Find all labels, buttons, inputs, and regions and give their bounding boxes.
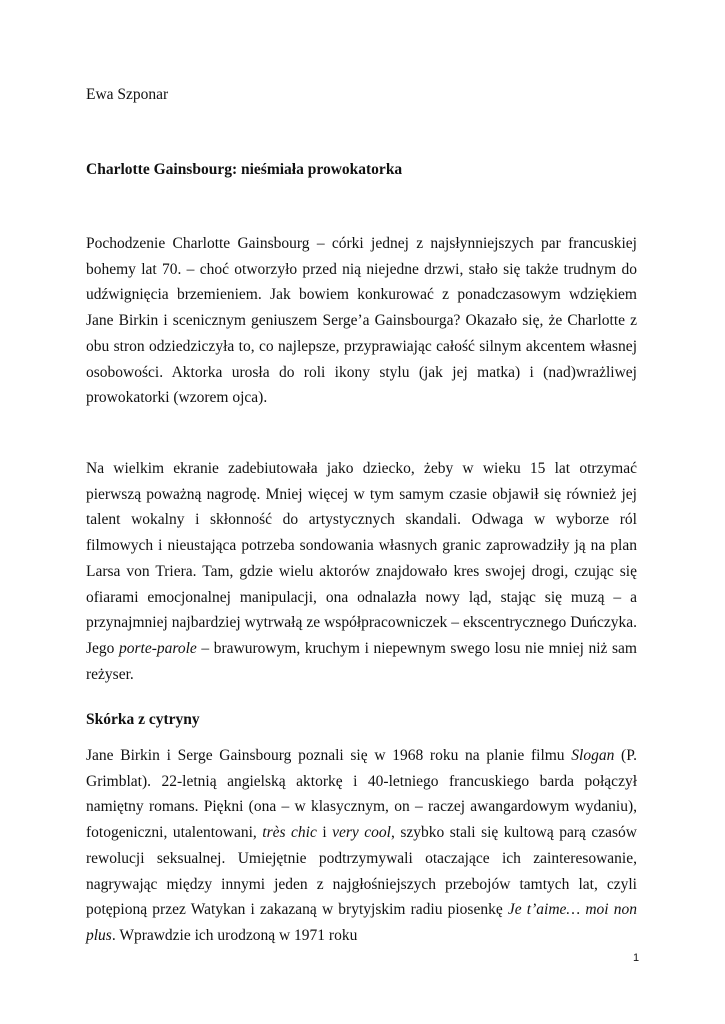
paragraph-debut (86, 456, 637, 687)
article-title: Charlotte Gainsbourg: nieśmiała prowokatorka (86, 161, 403, 178)
paragraph-text: – brawurowym, kruchym i niepewnym swego losu nie mniej niż sam reżyser. (86, 639, 637, 683)
italic-song-title: Je t’aime… moi non plus (86, 901, 637, 944)
paragraph-text: , szybko stali się kultową parą czasów rewolucji seksualnej. Umiejętnie podtrzymywali otaczające ich zainteresowanie, nagrywając między innymi jeden z najgłośniejszych przebojów tamtych lat, czyli potępioną przez Watykan i zakazaną w brytyjskim radiu piosenkę (86, 824, 637, 919)
paragraph-text: Jane Birkin i Serge Gainsbourg poznali się w 1968 roku na planie filmu (86, 747, 572, 764)
paragraph-text: . Wprawdzie ich urodzoną w 1971 roku (111, 926, 358, 944)
paragraph-parents (86, 743, 637, 949)
paragraph-intro: Pochodzenie Charlotte Gainsbourg – córki jednej z najsłynniejszych par francuskiej bohemy lat 70. – choć otworzyło przed nią niejedne drzwi, stało się także trudnym do udźwignięcia brzemieniem. Jak bowiem konkurować z ponadczasowym wdziękiem Jane Birkin i scenicznym geniuszem Serge’a Gainsbourga? Okazało się, że Charlotte z obu stron odziedziczyła to, co najlepsze, przyprawiając całość silnym akcentem własnej osobowości. Aktorka urosła do roli ikony stylu (jak jej matka) i (nad)wrażliwej prowokatorki (wzorem ojca). (86, 235, 637, 407)
paragraph-text: i (316, 824, 333, 842)
section-subheading: Skórka z cytryny (86, 711, 200, 728)
page-number: 1 (633, 952, 640, 964)
italic-phrase: très chic (262, 824, 317, 842)
paragraph-text: (P. Grimblat). 22-letnią angielską aktorkę i 40-letniego francuskiego barda połączył namiętny romans. Piękni (ona – w klasycznym, on – raczej awangardowym wydaniu), fotogeniczni, utalentowani, (86, 747, 637, 842)
paragraph-text: Na wielkim ekranie zadebiutowała jako dziecko, żeby w wieku 15 lat otrzymać pierwszą poważną nagrodę. Mniej więcej w tym samym czasie objawił się również jej talent wokalny i skłonność do artystycznych skandali. Odwaga w wyborze ról filmowych i nieustająca potrzeba sondowania własnych granic zaprowadziły ją na plan Larsa von Triera. Tam, gdzie wielu aktorów znajdowało kres swojej drogi, czując się ofiarami emocjonalnej manipulacji, ona odnalazła nowy ląd, stając się muzą – a przynajmniej najbardziej wytrwałą ze współpracowniczek – ekscentrycznego Duńczyka. Jego (86, 460, 637, 657)
italic-film-title: Slogan (571, 747, 615, 764)
italic-term: porte-parole (119, 639, 197, 657)
italic-phrase: very cool (332, 824, 391, 842)
author-name: Ewa Szponar (86, 86, 169, 103)
